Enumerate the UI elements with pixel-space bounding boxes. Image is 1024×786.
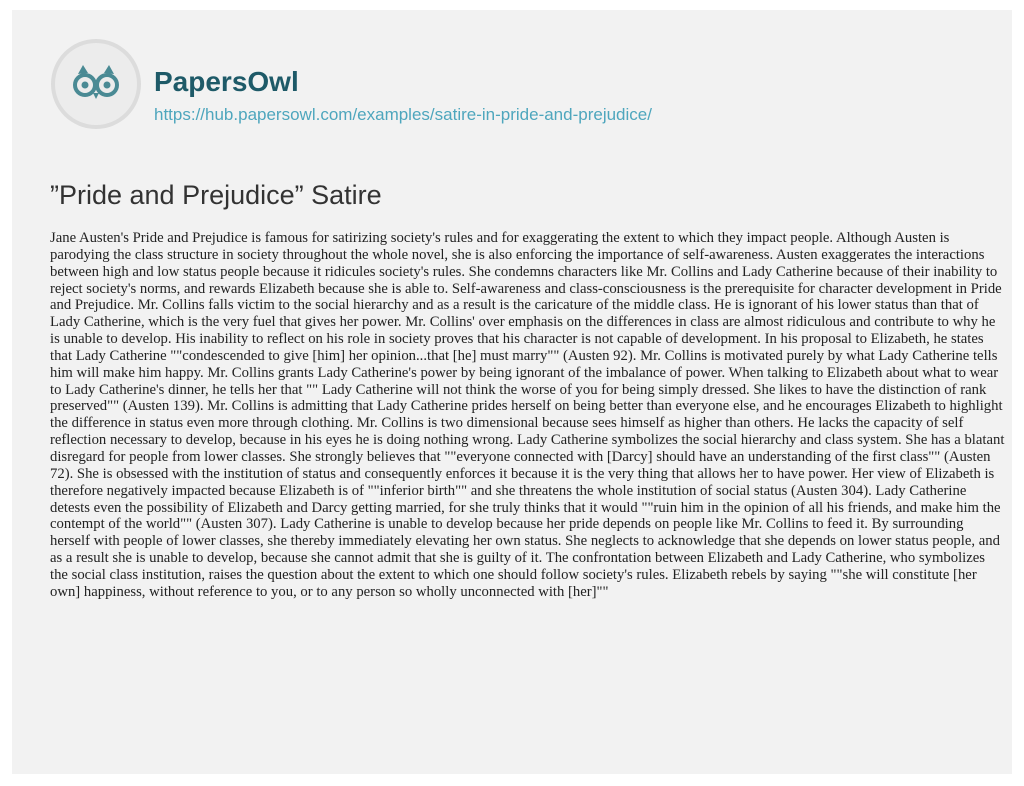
source-url-link[interactable]: https://hub.papersowl.com/examples/satire-in-pride-and-prejudice/ xyxy=(154,105,652,124)
page-title: ”Pride and Prejudice” Satire xyxy=(50,180,382,210)
document-page xyxy=(12,10,1012,774)
header xyxy=(50,38,990,138)
owl-logo-icon xyxy=(50,38,142,130)
document-body: Jane Austen's Pride and Prejudice is famous for satirizing society's rules and for exaggerating the extent to which they impact people. Although Austen is parodying the class structure in society throughout the whole novel, she is also enforcing the importance of self-awareness. Austen exaggerates the interactions between high and low status people because it ridicules society's rules. She condemns characters like Mr. Collins and Lady Catherine because of their inability to reject society's norms, and rewards Elizabeth because she is able to. Self-awareness and class-consciousness is the prerequisite for character development in Pride and Prejudice. Mr. Collins falls victim to the social hierarchy and as a result is the caricature of the middle class. He is ignorant of his lower status than that of Lady Catherine, which is the very fuel that gives her power. Mr. Collins' over emphasis on the differences in class are almost ridiculous and contribute to why he is unable to develop. His inability to reflect on his role in society proves that his character is not capable of development. In his proposal to Elizabeth, he states that Lady Catherine ""condescended to give [him] her opinion...that [he] must marry"" (Austen 92). Mr. Collins is motivated purely by what Lady Catherine tells him will make him happy. Mr. Collins grants Lady Catherine's power by being ignorant of the imbalance of power. When talking to Elizabeth about what to wear to Lady Catherine's dinner, he tells her that "" Lady Catherine will not think the worse of you for being simply dressed. She likes to have the distinction of rank preserved"" (Austen 139). Mr. Collins is admitting that Lady Catherine prides herself on being better than everyone else, and he encourages Elizabeth to highlight the difference in status even more through clothing. Mr. Collins is two dimensional because sees himself as higher than others. He lacks the capacity of self reflection necessary to develop, because in his eyes he is doing nothing wrong. Lady Catherine symbolizes the social hierarchy and class system. She has a blatant disregard for people from lower classes. She strongly believes that ""everyone connected with [Darcy] should have an understanding of the first class"" (Austen 72). She is obsessed with the institution of status and consequently enforces it because it is the very thing that allows her to have power. Her view of Elizabeth is therefore negatively impacted because Elizabeth is of ""inferior birth"" and she threatens the whole institution of social status (Austen 304). Lady Catherine detests even the possibility of Elizabeth and Darcy getting married, for she truly thinks that it would ""ruin him in the opinion of all his friends, and make him the contempt of the world"" (Austen 307). Lady Catherine is unable to develop because her pride depends on people like Mr. Collins to feed it. By surrounding herself with people of lower classes, she thereby immediately elevating her own status. She neglects to acknowledge that she depends on lower status people, and as a result she is unable to develop, because she cannot admit that she is guilty of it. The confrontation between Elizabeth and Lady Catherine, who symbolizes the social class institution, raises the question about the extent to which one should follow society's rules. Elizabeth rebels by saying ""she will constitute [her own] happiness, without reference to you, or to any person so wholly unconnected with [her]"" xyxy=(50,230,1005,600)
brand-name: PapersOwl xyxy=(154,66,299,97)
